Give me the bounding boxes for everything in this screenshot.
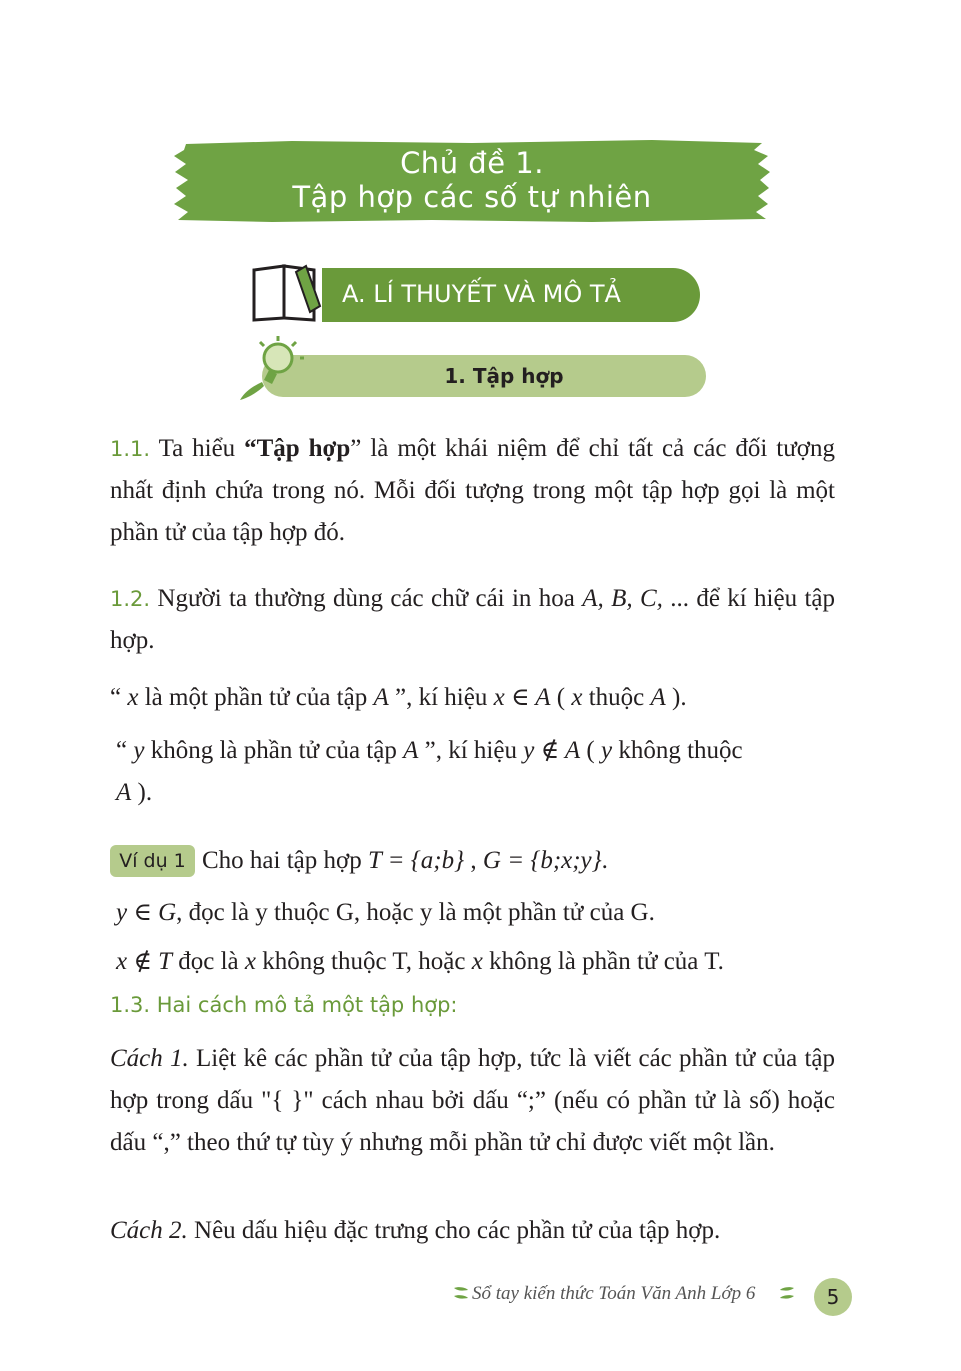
math-expression: y ∉ A [523,737,581,764]
set-t: T = {a;b} [367,847,465,874]
method-label: Cách 1. [110,1045,189,1072]
chapter-number: Chủ đề 1. [400,146,544,180]
set-g: G = {b;x;y} [482,847,602,874]
paragraph-1-1: 1.1. Ta hiểu “Tập hợp” là một khái niệm để chỉ tất cả các đối tượng nhất định chứa trong nó. Mỗi đối tượng trong một tập hợp gọi là một phần tử của tập hợp đó. [110,435,835,546]
book-pencil-icon [250,262,322,324]
example-line-1: y ∈ G, đọc là y thuộc G, hoặc y là một phần tử của G. [116,899,655,926]
example-statement: Cho hai tập hợp T = {a;b} , G = {b;x;y}. [202,847,608,874]
leaf-icon [778,1284,796,1304]
math-letters: A, B, C, [582,585,663,612]
example-badge: Ví dụ 1 [110,845,195,877]
math-expression: x ∈ A [493,684,551,711]
section-title: A. LÍ THUYẾT VÀ MÔ TẢ [342,280,621,308]
term-tap-hop: “Tập hợp [244,435,351,462]
paragraph-1-2: 1.2. Người ta thường dùng các chữ cái in hoa A, B, C, ... để kí hiệu tập hợp. [110,585,835,654]
leaf-icon [452,1284,470,1304]
chapter-banner [172,140,772,222]
page-number: 5 [814,1278,852,1316]
item-number: 1.1. [110,437,151,461]
non-membership-definition: “ y không là phần tử của tập A ”, kí hiệu y ∉ A ( y không thuộc A ). [116,737,743,806]
chapter-title: Tập hợp các số tự nhiên [292,180,652,214]
method-label: Cách 2. [110,1217,188,1244]
footer-book-title: Sổ tay kiến thức Toán Văn Anh Lớp 6 [472,1283,756,1304]
heading-1-3: 1.3. Hai cách mô tả một tập hợp: [110,993,458,1017]
membership-definition: “ x là một phần tử của tập A ”, kí hiệu x ∈ A ( x thuộc A ). [110,684,687,711]
method-1: Cách 1. Liệt kê các phần tử của tập hợp, tức là viết các phần tử của tập hợp trong dấu "{ }" cách nhau bởi dấu “;” (nếu có phần tử là số) hoặc dấu “,” theo thứ tự tùy ý nhưng mỗi phần tử chỉ được viết một lần. [110,1045,835,1156]
example-line-2: x ∉ T đọc là x không thuộc T, hoặc x không là phần tử của T. [116,948,724,975]
item-number: 1.2. [110,587,151,611]
method-2: Cách 2. Nêu dấu hiệu đặc trưng cho các phần tử của tập hợp. [110,1217,721,1244]
subsection-title: 1. Tập hợp [444,364,564,388]
